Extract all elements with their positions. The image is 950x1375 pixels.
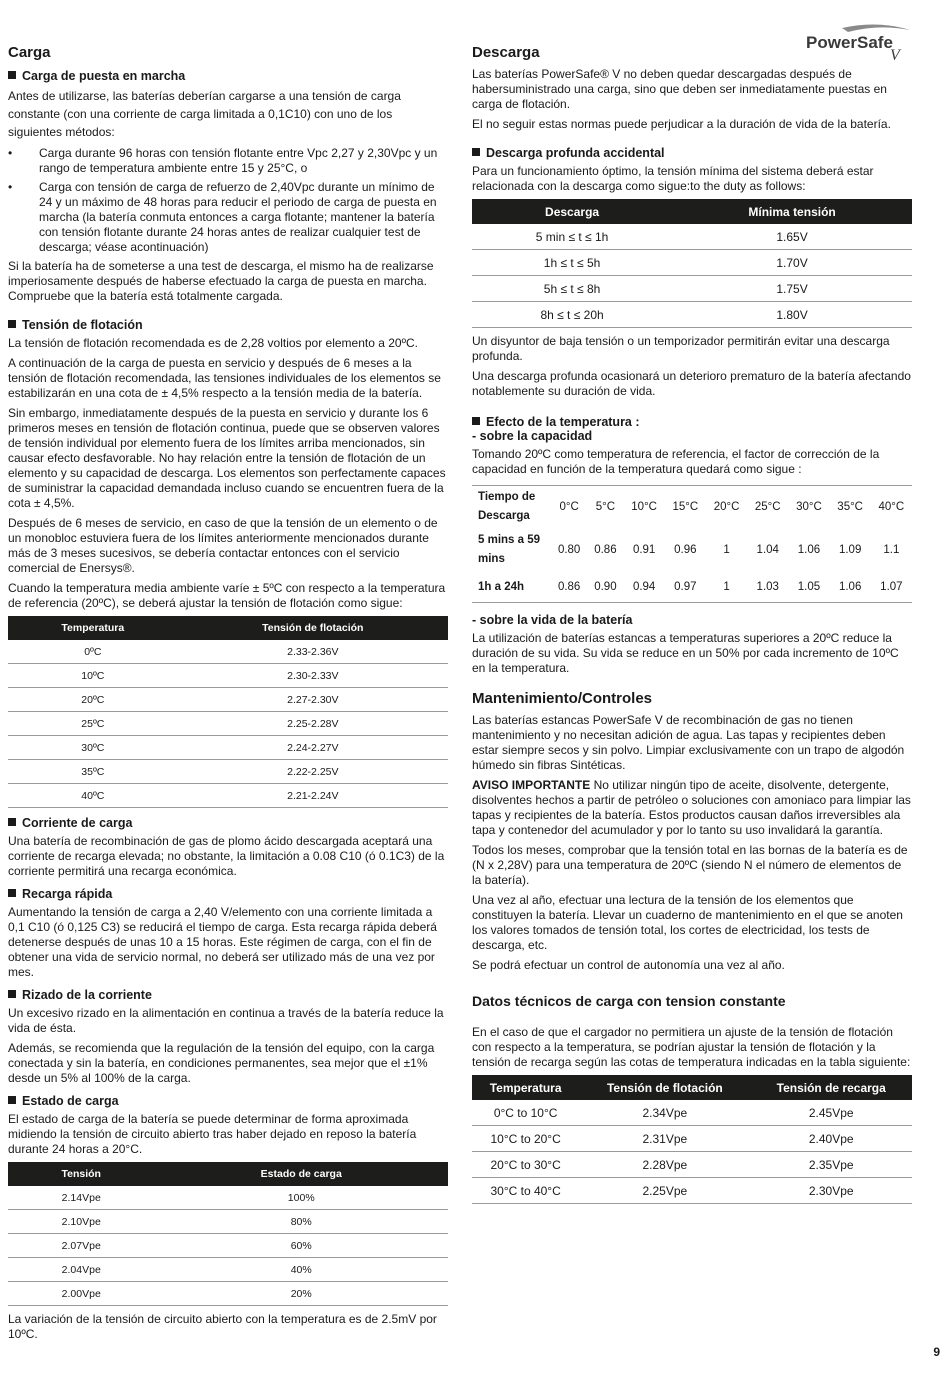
estado-table [8,1162,448,1306]
square-bullet-icon [472,417,480,425]
puesta-heading: Carga de puesta en marcha [8,69,448,83]
table-row [8,736,448,760]
table-cell: 30ºC [8,736,178,760]
square-bullet-icon [8,889,16,897]
table-cell: 2.24-2.27V [178,736,448,760]
table-header: Tensión de flotación [178,616,448,640]
descarga-table [472,199,912,328]
mant-p3: Todos los meses, comprobar que la tensión total en las bornas de la batería es de (N x 2,28V) para una temperatura de 20ºC (siendo N el número de elementos de la batería). [472,843,908,887]
table-header: Temperatura [472,1075,579,1100]
table-cell: 1h ≤ t ≤ 5h [472,250,672,276]
table-cell: 1.05 [788,572,829,603]
table-cell: 2.45Vpe [750,1100,912,1126]
mant-p5: Se podrá efectuar un control de autonomía una vez al año. [472,958,785,972]
table-cell: 1h a 24h [472,572,551,603]
table-row [8,784,448,808]
mant-p1: Las baterías estancas PowerSafe V de recombinación de gas no tienen mantenimiento y no necesitan adición de agua. Las tapas y recipientes deben estar siempre secos y sin polvo. Limpiar exclusivamente con un trapo de algodón húmedo sin fibras Sintéticas. [472,713,905,772]
flot-p4: Después de 6 meses de servicio, en caso de que la tensión de un elemento o de un monobloc estuviera fuera de los límites anteriormente mencionados durante más de 3 meses sucesivos, se debería contactar entonces con el servicio comercial de Enersys®. [8,516,438,575]
mantenimiento-title: Mantenimiento/Controles [472,690,653,707]
table-row [8,712,448,736]
table-row [472,486,912,529]
table-header: Tensión de recarga [750,1075,912,1100]
table-cell: 2.30-2.33V [178,664,448,688]
riz-p1: Un excesivo rizado en la alimentación en continua a través de la batería reduce la vida de ésta. [8,1006,444,1035]
table-cell: 0.80 [557,544,581,556]
table-cell: 25ºC [8,712,178,736]
table-cell: 1.06 [797,544,821,556]
table-cell: 1.70V [672,250,912,276]
datos-p1: En el caso de que el cargador no permitiera un ajuste de la tensión de flotación con respecto a la temperatura, se podrían ajustar la tensión de flotación y la tensión de recarga según las cotas de temperatura indicadas en la tabla siguiente: [472,1025,911,1069]
riz-p2: Además, se recomienda que la regulación de la tensión del equipo, con la carga conectada y sin la batería, en condiciones permanentes, sea mejor que el ±1% desde un 5% al 100% de la carga. [8,1041,435,1085]
table-cell: 40% [154,1258,448,1282]
square-bullet-icon [8,990,16,998]
square-bullet-icon [8,818,16,826]
table-cell: 2.25Vpe [579,1178,750,1204]
carga-title: Carga [8,44,51,61]
table-row [8,688,448,712]
table-cell: 2.21-2.24V [178,784,448,808]
table-row [472,572,912,603]
table-header: Descarga [472,199,672,224]
profunda-heading: Descarga profunda accidental [472,146,912,160]
flot-p5: Cuando la temperatura media ambiente varíe ± 5ºC con respecto a la temperatura de referencia (20ºC), se deberá ajustar la tensión de flotación como sigue: [8,581,446,610]
table-cell: 0.97 [665,572,706,603]
recarga-heading: Recarga rápida [8,887,448,901]
capacidad-subheading: - sobre la capacidad [472,429,593,443]
mant-p2 [472,778,912,838]
table-cell: 1.65V [672,224,912,250]
table-cell: 20ºC [8,688,178,712]
datos-title: Datos técnicos de carga con tension constante [472,993,786,1009]
table-cell: Tiempo de Descarga [472,486,551,529]
table-cell: 2.40Vpe [750,1126,912,1152]
square-bullet-icon [8,71,16,79]
table-cell: 20°C [706,486,747,529]
table-row [8,1258,448,1282]
table-header: Tensión de flotación [579,1075,750,1100]
corr-p1: Una batería de recombinación de gas de plomo ácido descargada aceptará una corriente de recarga elevada; no obstante, la limitación a 0.08 C10 (ó 0.1C3) de la corriente permitirá una recarga económica. [8,834,445,878]
table-cell: 1.75V [672,276,912,302]
aviso-label: AVISO IMPORTANTE [472,778,591,792]
table-row [8,760,448,784]
table-cell: 1 [706,572,747,603]
table-row [472,1178,912,1204]
table-cell: 5h ≤ t ≤ 8h [472,276,672,302]
table-cell: 40°C [871,486,912,529]
square-bullet-icon [8,1096,16,1104]
table-cell: 0.86 [551,572,587,603]
est-p2: La variación de la tensión de circuito abierto con la temperatura es de 2.5mV por 10ºC. [8,1312,437,1341]
vida-subheading: - sobre la vida de la batería [472,613,633,627]
table-cell: 1.07 [871,572,912,603]
table-row [472,528,912,572]
table-cell: 10°C [624,486,665,529]
table-row [8,640,448,664]
rap-p1: Aumentando la tensión de carga a 2,40 V/elemento con una corriente limitada a 0,1 C10 (ó 0,125 C3) se reducirá el tiempo de carga. Esta recarga rápida deberá detenerse después de unas 10 a 15 horas. Este régimen de carga, con el fin de obtener una vida de servicio normal, no deberá ser utilizado más de una vez por mes. [8,905,437,979]
mant-p4: Una vez al año, efectuar una lectura de la tensión de los elementos que constituyen la batería. Llevar un cuaderno de mantenimiento en el que se anoten los valores tomados de tensión total, los cortes de electricidad, los tests de descarga, etc. [472,893,903,952]
table-row [472,1100,912,1126]
table-cell: 80% [154,1210,448,1234]
table-cell: 0.96 [674,544,697,556]
table-cell: 0.90 [587,572,623,603]
table-cell: 8h ≤ t ≤ 20h [472,302,672,328]
table-cell: 0°C [551,486,587,529]
table-cell: 2.35Vpe [750,1152,912,1178]
estado-heading: Estado de carga [8,1094,448,1108]
table-cell: 2.22-2.25V [178,760,448,784]
table-cell: 30°C to 40°C [472,1178,579,1204]
flot-p2: A continuación de la carga de puesta en servicio y después de 6 meses a la tensión de flotación recomendada, las tensiones individuales de los elementos se estabilizarán en una cota de ± 4,5% respecto a la tensión media de la batería. [8,356,441,400]
table-cell: 0.94 [624,572,665,603]
table-cell: 1.80V [672,302,912,328]
list-item: • Carga durante 96 horas con tensión flotante entre Vpc 2,27 y 2,30Vpc y un rango de temperatura ambiente entre 15 y 25°C, o [8,146,448,176]
table-row [8,664,448,688]
table-cell: 1.1 [883,544,900,556]
flotacion-heading: Tensión de flotación [8,318,448,332]
table-row [472,1126,912,1152]
puesta-list [8,146,448,255]
table-cell: 25°C [747,486,788,529]
prof-p3: Una descarga profunda ocasionará un deterioro prematuro de la batería afectando notablemente su duración de vida. [472,369,911,398]
table-header: Estado de carga [154,1162,448,1186]
table-cell: 60% [154,1234,448,1258]
table-cell: 1.06 [830,572,871,603]
table-cell: 2.33-2.36V [178,640,448,664]
list-item: • Carga con tensión de carga de refuerzo de 2,40Vpc durante un mínimo de 24 y un máximo de 48 horas para reducir el periodo de carga de puesta en marcha (la batería conmuta entonces a carga flotante; mantener la batería con tensión flotante durante 24 horas antes de realizar cualquier test de descarga; véase acontinuación) [8,180,448,255]
table-cell: 2.27-2.30V [178,688,448,712]
prof-p2: Un disyuntor de baja tensión o un temporizador permitirán evitar una descarga profunda. [472,334,890,363]
table-cell: 1 [723,544,730,556]
page-number: 9 [933,1345,940,1359]
table-cell: 10ºC [8,664,178,688]
table-cell: 35ºC [8,760,178,784]
temperatura-heading: Efecto de la temperatura : [472,415,912,429]
table-cell: 100% [154,1186,448,1210]
right-column [472,44,912,1210]
table-cell: 0ºC [8,640,178,664]
table-cell: 35°C [830,486,871,529]
table-cell: 1.03 [747,572,788,603]
est-p1: El estado de carga de la batería se puede determinar de forma aproximada midiendo la tensión de circuito abierto tras haber dejado en reposo la batería durante 24 horas a 20°C. [8,1112,417,1156]
table-cell: 20% [154,1282,448,1306]
table-row [472,224,912,250]
table-cell: 2.34Vpe [579,1100,750,1126]
logo-text: PowerSafe [806,33,893,52]
table-cell: 0.91 [632,544,656,556]
table-cell: 2.14Vpe [8,1186,154,1210]
table-row [472,302,912,328]
table-row [8,1210,448,1234]
table-cell: 2.10Vpe [8,1210,154,1234]
desc-p1: Las baterías PowerSafe® V no deben quedar descargadas después de habersuministrado una carga, sino que deben ser inmediatamente puestas en carga de flotación. [472,67,887,111]
table-row [8,1282,448,1306]
table-cell: 1.04 [756,544,779,556]
table-row [8,1186,448,1210]
table-cell: 15°C [665,486,706,529]
table-row [472,1152,912,1178]
table-cell: 5 min ≤ t ≤ 1h [472,224,672,250]
square-bullet-icon [472,148,480,156]
table-cell: 2.07Vpe [8,1234,154,1258]
table-cell: 2.31Vpe [579,1126,750,1152]
square-bullet-icon [8,320,16,328]
table-header: Mínima tensión [672,199,912,224]
table-cell: 5°C [587,486,623,529]
table-row [472,250,912,276]
table-cell: 1.09 [838,544,862,556]
table-cell: 2.25-2.28V [178,712,448,736]
logo-sub: V [890,47,900,62]
table-cell: 2.04Vpe [8,1258,154,1282]
table-cell: 2.28Vpe [579,1152,750,1178]
corriente-heading: Corriente de carga [8,816,448,830]
desc-p2: El no seguir estas normas puede perjudicar a la duración de vida de la batería. [472,117,891,131]
left-column [8,44,448,1347]
table-header: Temperatura [8,616,178,640]
aviso-text: No utilizar ningún tipo de aceite, disolvente, detergente, disolventes hechos a partir de petróleo o soluciones con amoniaco para limpiar las tapas y recipientes de la batería. Estos productos causan daños irreversibles ala tapa y contenedor del acumulador y por lo tanto su uso invalidará la garantía. [472,778,911,837]
table-cell: 0.86 [594,544,617,556]
prof-p1: Para un funcionamiento óptimo, la tensión mínima del sistema deberá estar relacionada con la descarga como sigue:to the duty as follows: [472,164,874,193]
table-header: Tensión [8,1162,154,1186]
temp-p2: La utilización de baterías estancas a temperaturas superiores a 20ºC reduce la duración de su vida. Su vida se reduce en un 50% por cada incremento de 10ºC en la temperatura. [472,631,899,675]
puesta-p1: Antes de utilizarse, las baterías deberían cargarse a una tensión de carga constante (con una corriente de carga limitada a 0,1C10) con uno de los siguientes métodos: [8,89,401,139]
temp-p1: Tomando 20ºC como temperatura de referencia, el factor de corrección de la capacidad en función de la temperatura quedará como sigue : [472,447,880,476]
table-cell: 30°C [788,486,829,529]
datos-table [472,1075,912,1204]
table-cell: 10°C to 20°C [472,1126,579,1152]
table-cell: 2.30Vpe [750,1178,912,1204]
table-cell: 20°C to 30°C [472,1152,579,1178]
table-row [472,276,912,302]
table-cell: 0°C to 10°C [472,1100,579,1126]
descarga-title: Descarga [472,44,540,61]
flotacion-table [8,616,448,808]
rizado-heading: Rizado de la corriente [8,988,448,1002]
temperatura-table [472,485,912,603]
table-cell: 5 mins a 59 mins [478,534,541,565]
flot-p3: Sin embargo, inmediatamente después de la puesta en servicio y durante los 6 primeros meses en tensión de flotación continua, puede que se observen valores de tensión individual por elemento fuera de los límites arriba mencionados, sin causar efecto desfavorable. No hay relación entre la tensión de flotación de un elemento y su capacidad de descarga. Los elementos son perfectamente capaces de suministrar la capacidad demandada incluso cuando se encuentren fuera de la cota ± 4,5%. [8,406,446,510]
puesta-p2: Si la batería ha de someterse a una test de descarga, el mismo ha de realizarse imperiosamente después de haberse efectuado la carga de puesta en marcha. Compruebe que la batería está totalmente cargada. [8,259,434,303]
flot-p1: La tensión de flotación recomendada es de 2,28 voltios por elemento a 20ºC. [8,336,418,350]
table-cell: 40ºC [8,784,178,808]
table-cell: 2.00Vpe [8,1282,154,1306]
table-row [8,1234,448,1258]
